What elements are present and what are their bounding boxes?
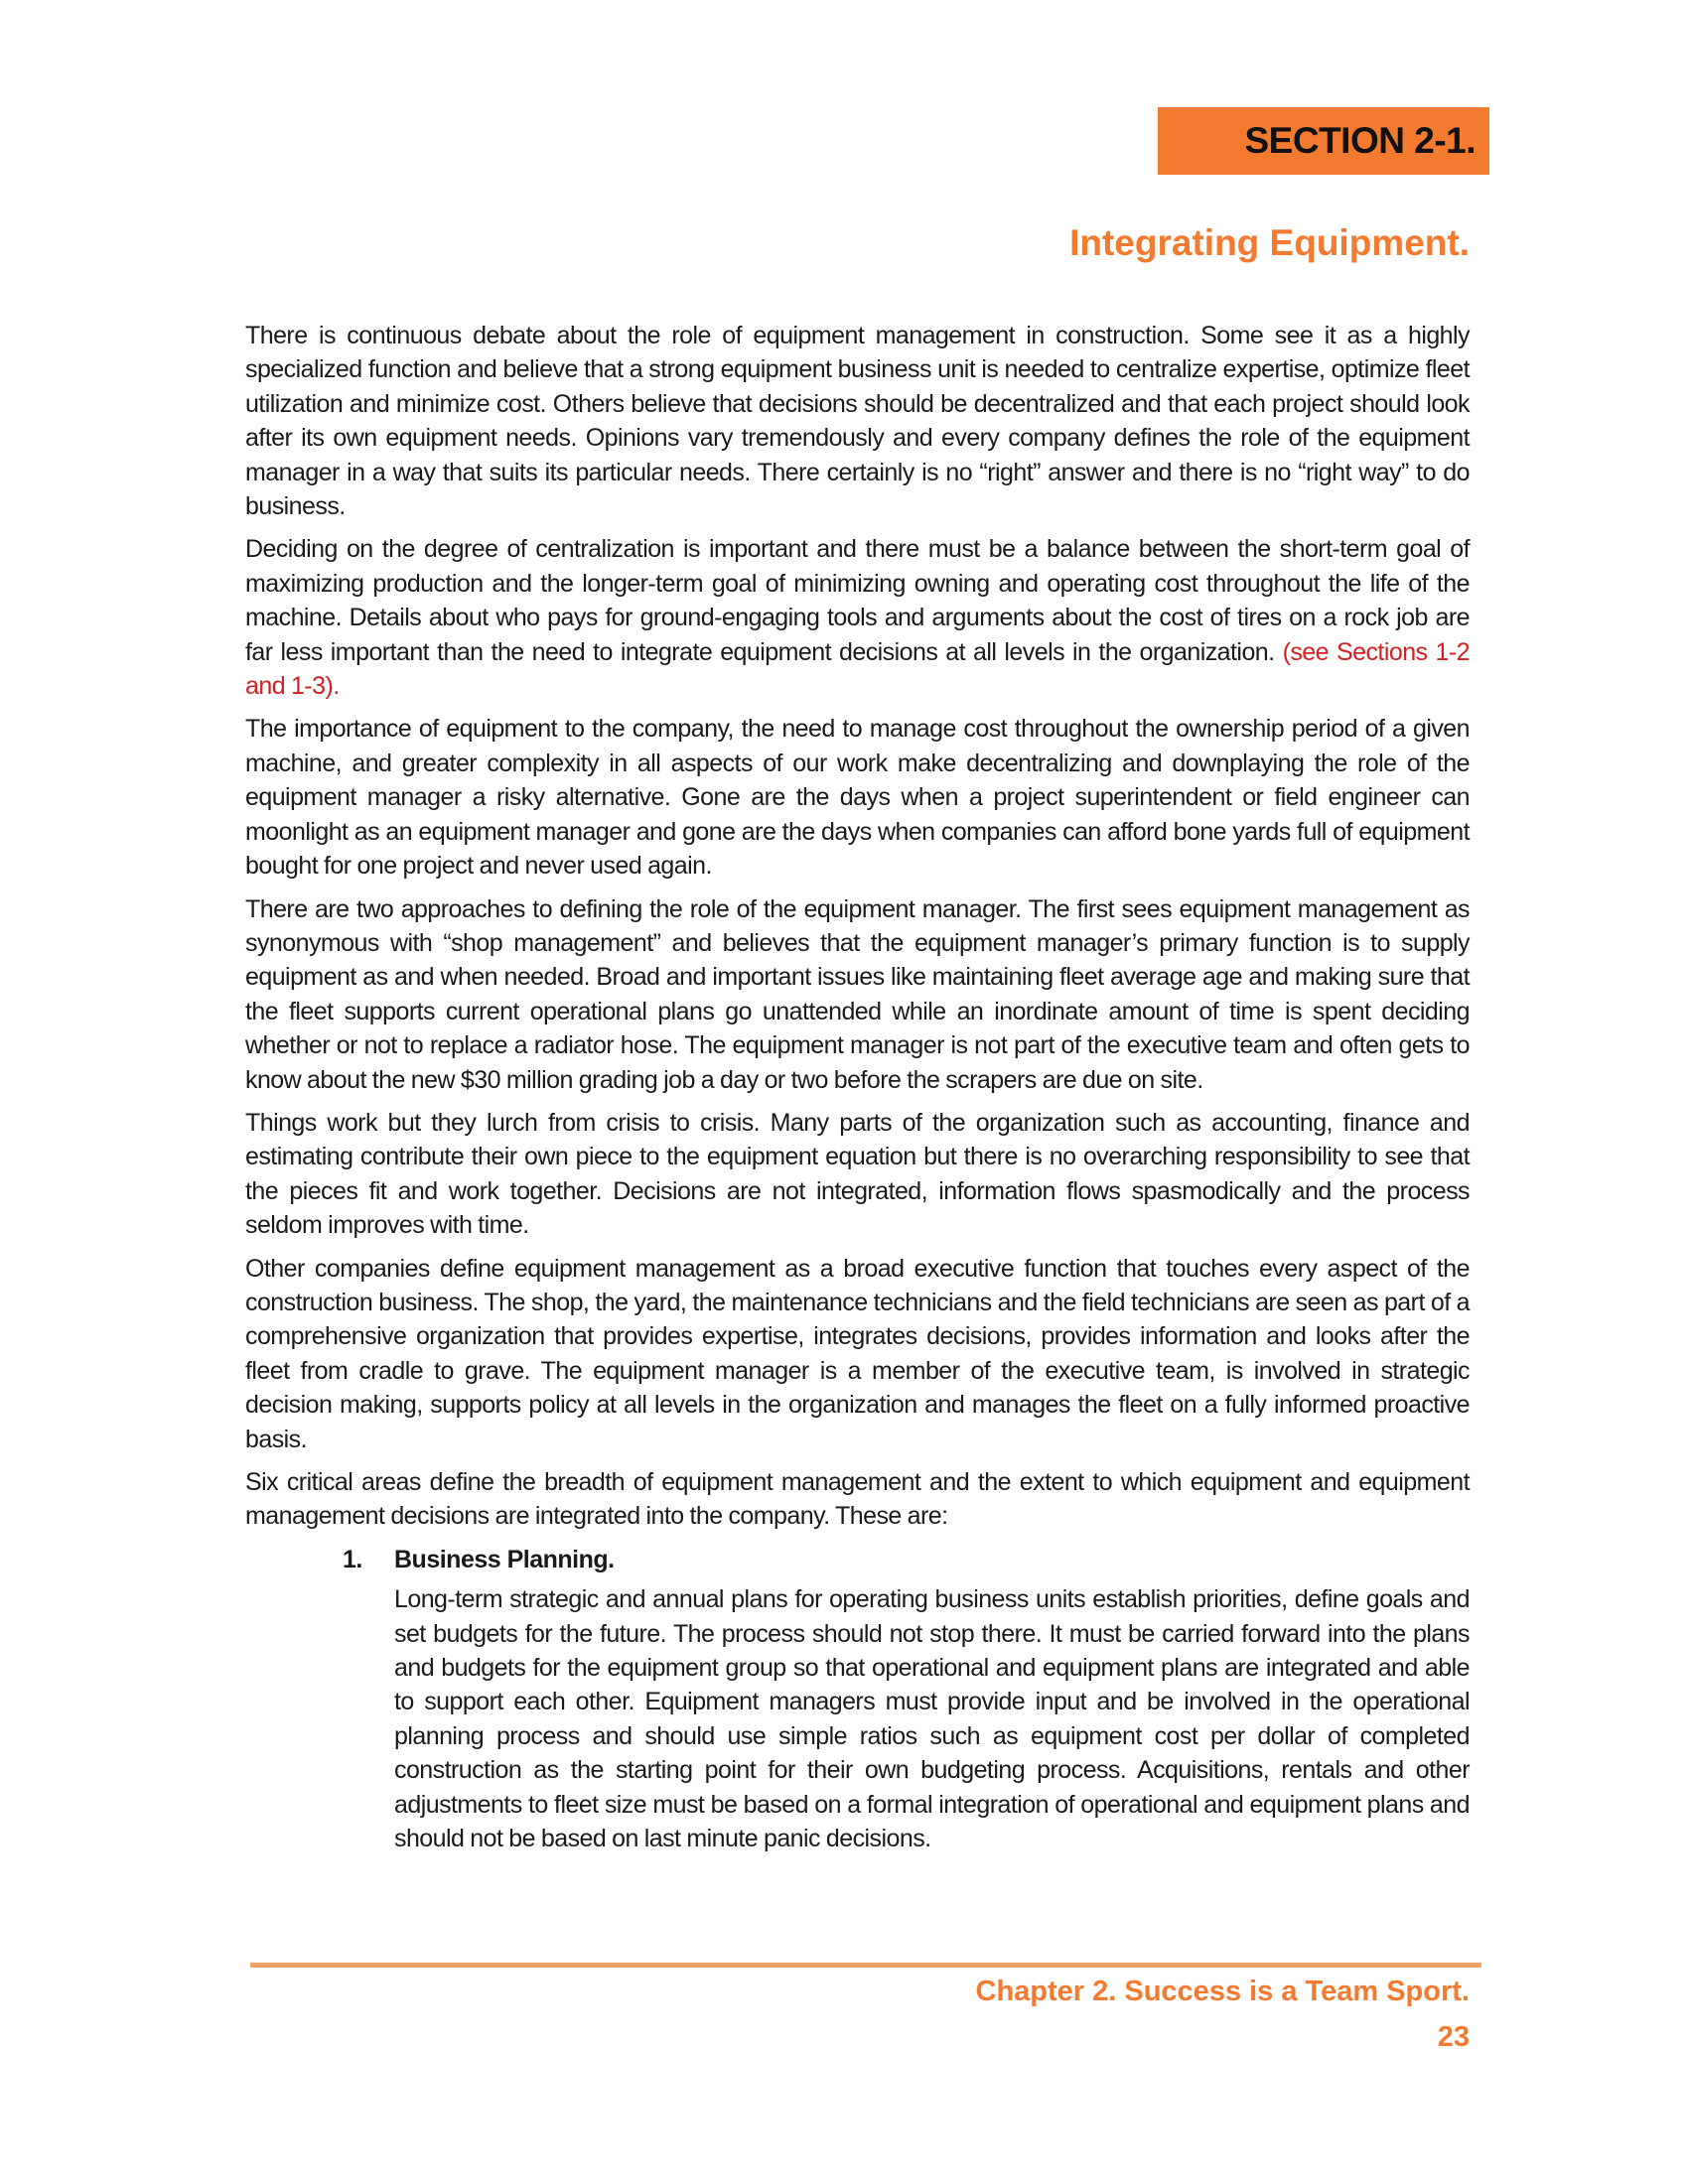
paragraph-3: The importance of equipment to the company, the need to manage cost throughout the ownership period of a given machine, and greater complexity in all aspects of our work make decentralizing and downplaying the role of the equipment manager a risky alternative. Gone are the days when a project superintendent or field engineer can moonlight as an equipment manager and gone are the days when companies can afford bone yards full of equipment bought for one project and never used again. — [245, 715, 1470, 881]
list-item-title: Business Planning. — [394, 1545, 615, 1573]
list-item-heading — [343, 1543, 1470, 1576]
list-item-text: Long-term strategic and annual plans for operating business units establish priorities, define goals and set budgets for the future. The process should not stop there. It must be carried forward into the plans and budgets for the equipment group so that operational and equipment plans are integrated and able to support each other. Equipment managers must provide input and be involved in the operational planning process and should use simple ratios such as equipment cost per dollar of completed construction as the starting point for their own budgeting process. Acquisitions, rentals and other adjustments to fleet size must be based on a formal integration of operational and equipment plans and should not be based on last minute panic decisions. — [394, 1585, 1470, 1853]
section-badge — [1158, 107, 1489, 175]
paragraph-1: There is continuous debate about the role of equipment management in construction. Some see it as a highly specialized function and believe that a strong equipment business unit is needed to centralize expertise, optimize fleet utilization and minimize cost. Others believe that decisions should be decentralized and that each project should look after its own equipment needs. Opinions vary tremendously and every company defines the role of the equipment manager in a way that suits its particular needs. There certainly is no “right” answer and there is no “right way” to do business. — [245, 322, 1470, 521]
paragraph-4: There are two approaches to defining the role of the equipment manager. The first sees equipment management as synonymous with “shop management” and believes that the equipment manager’s primary function is to supply equipment as and when needed. Broad and important issues like maintaining fleet average age and making sure that the fleet supports current operational plans go unattended while an inordinate amount of time is spent deciding whether or not to replace a radiator hose. The equipment manager is not part of the executive team and often gets to know about the new $30 million grading job a day or two before the scrapers are due on site. — [245, 894, 1470, 1094]
page-number: 23 — [1437, 2021, 1470, 2053]
paragraph-7: Six critical areas define the breadth of equipment management and the extent to which equipment and equipment management decisions are integrated into the company. These are: — [245, 1468, 1470, 1531]
body-content — [245, 319, 1470, 1864]
paragraph-5: Things work but they lurch from crisis to crisis. Many parts of the organization such as accounting, finance and estimating contribute their own piece to the equipment equation but there is no overarching responsibility to see that the pieces fit and work together. Decisions are not integrated, information flows spasmodically and the process seldom improves with time. — [245, 1108, 1470, 1240]
footer-divider — [250, 1963, 1481, 1968]
section-label: SECTION 2-1. — [1244, 120, 1476, 161]
paragraph-2 — [245, 532, 1470, 703]
paragraph-2-text: Deciding on the degree of centralization is important and there must be a balance between the short-term goal of maximizing production and the longer-term goal of minimizing owning and operating cost throughout the life of the machine. Details about who pays for ground-engaging tools and arguments about the cost of tires on a rock job are far less important than the need to integrate equipment decisions at all levels in the organization. — [245, 535, 1470, 666]
section-cross-reference-link[interactable]: (see Sections 1-2 and 1-3). — [245, 637, 1470, 701]
page-title: Integrating Equipment. — [1069, 222, 1470, 263]
list-item-number: 1. — [343, 1545, 362, 1573]
footer-chapter-title: Chapter 2. Success is a Team Sport. — [975, 1976, 1470, 2007]
paragraph-6: Other companies define equipment management as a broad executive function that touches every aspect of the construction business. The shop, the yard, the maintenance technicians and the field technicians are seen as part of a comprehensive organization that provides expertise, integrates decisions, provides information and looks after the fleet from cradle to grave. The equipment manager is a member of the executive team, is involved in strategic decision making, supports policy at all levels in the organization and manages the fleet on a fully informed proactive basis. — [245, 1254, 1470, 1453]
list-item-business-planning — [343, 1543, 1470, 1856]
